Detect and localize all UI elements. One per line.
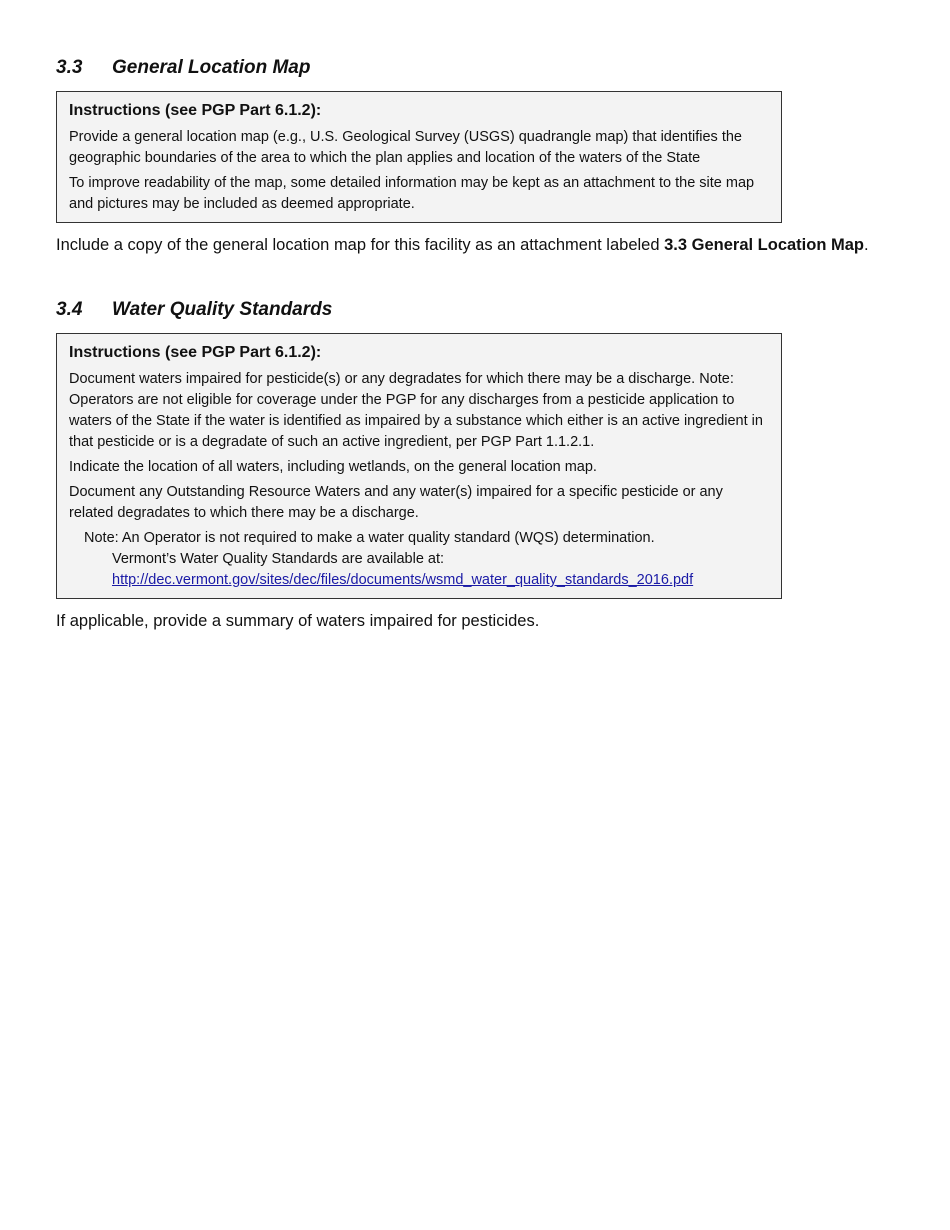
attachment-label: 3.3 General Location Map: [664, 236, 864, 254]
instructions-title: Instructions (see PGP Part 6.1.2):: [69, 344, 322, 361]
wqs-link-wrapper: [84, 570, 769, 591]
body-paragraph-3-3: [56, 234, 886, 257]
instructions-paragraph: Document waters impaired for pesticide(s) or any degradates for which there may be a discharge. Note: Operators are not eligible for coverage under the PGP for any discharges from a pesticide application to waters of the State if the water is identified as impaired by a substance which either is an active ingredient in that pesticide or is a degradate of such an active ingredient, per PGP Part 1.1.2.1.: [69, 371, 763, 450]
body-paragraph-3-4: If applicable, provide a summary of waters impaired for pesticides.: [56, 612, 540, 630]
instructions-paragraph: Document any Outstanding Resource Waters and any water(s) impaired for a specific pesticide or any related degradates to which there may be a discharge.: [69, 484, 723, 521]
body-text-end: .: [864, 236, 869, 254]
section-title: Water Quality Standards: [112, 299, 333, 320]
section-title: General Location Map: [112, 57, 311, 78]
section-heading-3-4: [56, 297, 886, 323]
instructions-paragraph: To improve readability of the map, some detailed information may be kept as an attachment to the site map and pictures may be included as deemed appropriate.: [69, 175, 755, 212]
section-number: 3.3: [56, 57, 83, 78]
wqs-note: [84, 528, 769, 591]
instructions-title: Instructions (see PGP Part 6.1.2):: [69, 102, 322, 119]
section-heading-3-3: [56, 55, 886, 81]
instructions-paragraph: Provide a general location map (e.g., U.S. Geological Survey (USGS) quadrangle map) that identifies the geographic boundaries of the area to which the plan applies and location of the waters of the State: [69, 129, 742, 166]
section-spacer: [56, 257, 886, 297]
instructions-paragraph: Indicate the location of all waters, including wetlands, on the general location map.: [69, 459, 597, 475]
instructions-box-3-4: [56, 333, 782, 599]
wqs-note-line: Vermont’s Water Quality Standards are available at:: [112, 551, 445, 567]
section-number: 3.4: [56, 299, 83, 320]
document-page: [56, 55, 886, 633]
instructions-box-3-3: [56, 91, 782, 223]
wqs-note-line: Note: An Operator is not required to make a water quality standard (WQS) determination.: [84, 530, 655, 546]
wqs-document-link[interactable]: http://dec.vermont.gov/sites/dec/files/documents/wsmd_water_quality_standards_2016.pdf: [112, 572, 694, 588]
body-text: Include a copy of the general location map for this facility as an attachment labeled: [56, 236, 665, 254]
